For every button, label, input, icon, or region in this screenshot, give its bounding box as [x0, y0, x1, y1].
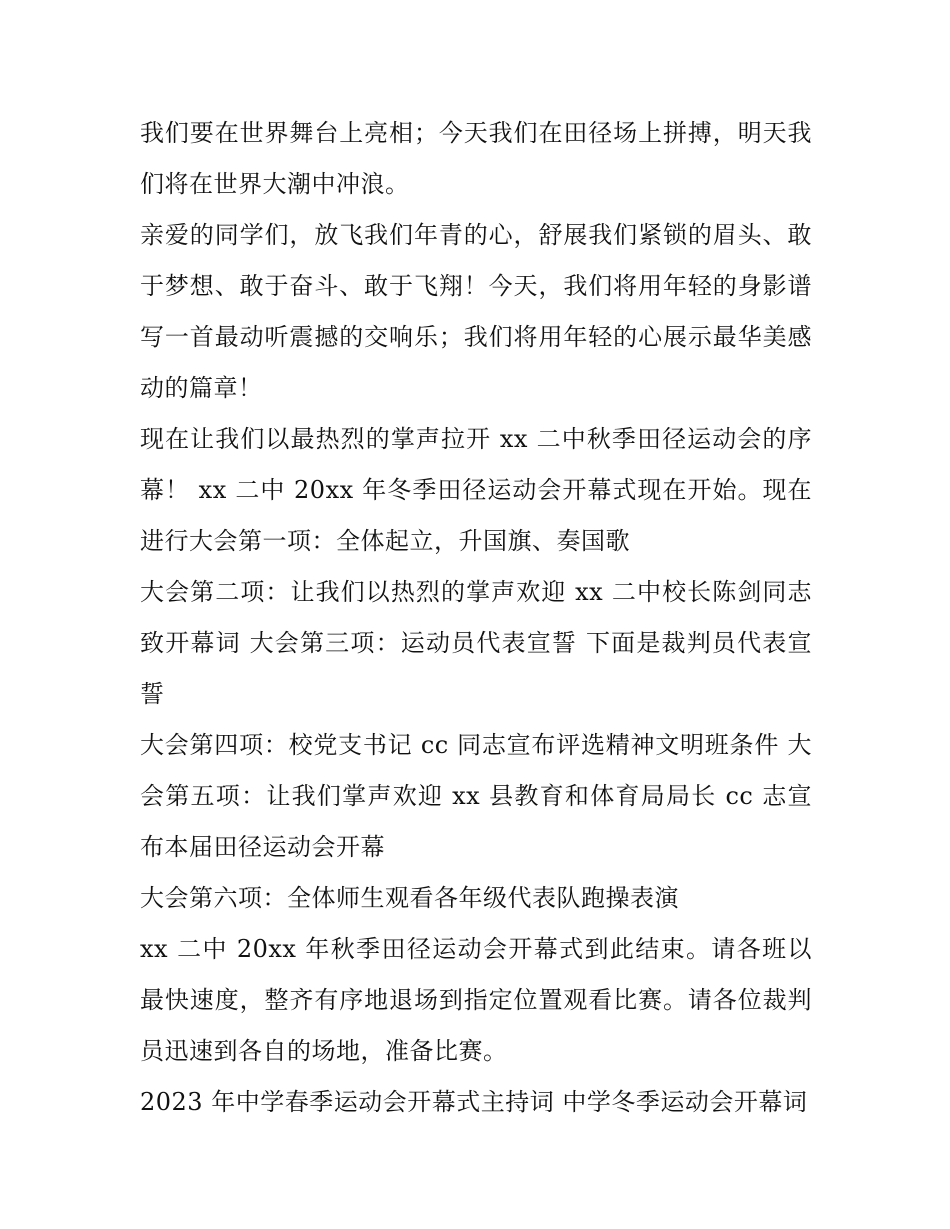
document-body [140, 108, 812, 1128]
paragraph: 现在让我们以最热烈的掌声拉开 xx 二中秋季田径运动会的序幕！ xx 二中 20xx 年冬季田径运动会开幕式现在开始。现在进行大会第一项：全体起立，升国旗、奏国歌 [140, 425, 812, 555]
paragraph: 大会第二项：让我们以热烈的掌声欢迎 xx 二中校长陈剑同志致开幕词 大会第三项：运动员代表宣誓 下面是裁判员代表宣誓 [140, 578, 812, 708]
paragraph: 亲爱的同学们，放飞我们年青的心，舒展我们紧锁的眉头、敢于梦想、敢于奋斗、敢于飞翔！今天，我们将用年轻的身影谱写一首最动听震撼的交响乐；我们将用年轻的心展示最华美感动的篇章！ [140, 221, 812, 402]
paragraph: 大会第四项：校党支书记 cc 同志宣布评选精神文明班条件 大会第五项：让我们掌声欢迎 xx 县教育和体育局局长 cc 志宣布本届田径运动会开幕 [140, 731, 812, 861]
paragraph: 大会第六项：全体师生观看各年级代表队跑操表演 [140, 884, 679, 912]
paragraph: 2023 年中学春季运动会开幕式主持词 中学冬季运动会开幕词 [140, 1088, 808, 1116]
paragraph: xx 二中 20xx 年秋季田径运动会开幕式到此结束。请各班以最快速度，整齐有序地退场到指定位置观看比赛。请各位裁判员迅速到各自的场地，准备比赛。 [140, 935, 812, 1065]
paragraph: 我们要在世界舞台上亮相；今天我们在田径场上拼搏，明天我们将在世界大潮中冲浪。 [140, 119, 812, 198]
